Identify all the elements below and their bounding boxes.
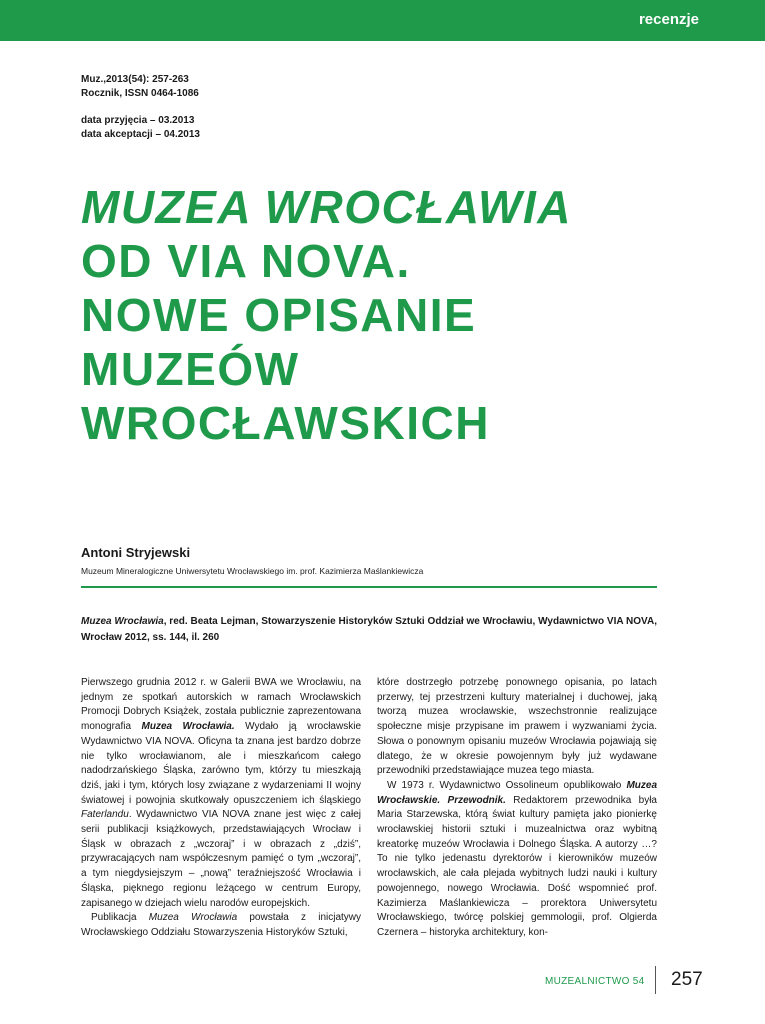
page-number: 257 — [671, 969, 703, 990]
author-name: Antoni Stryjewski — [81, 545, 191, 560]
book-reference — [81, 614, 657, 646]
author-affiliation: Muzeum Mineralogiczne Uniwersytetu Wrocławskiego im. prof. Kazimierza Maślankiewicza — [81, 566, 424, 576]
accepted-date: data akceptacji – 04.2013 — [81, 128, 200, 140]
article-meta — [81, 73, 200, 141]
footer-divider — [655, 966, 656, 994]
section-header-bar — [0, 0, 765, 41]
book-title-inline: Muzea Wrocławia. — [141, 721, 235, 733]
title-line: MUZEA WROCŁAWIA — [81, 181, 572, 233]
book-details: , red. Beata Lejman, Stowarzyszenie Historyków Sztuki Oddział we Wrocławiu, Wydawnictwo VIA NOVA, Wrocław 2012, ss. 144, il. 260 — [81, 616, 657, 643]
paragraph: W 1973 r. Wydawnictwo Ossolineum opublikowało Muzea Wrocławskie. Przewodnik. Redaktorem przewodnika była Maria Starzewska, którą świat kultury pamięta jako pionierkę wrocławskiej historii sztuki i muzealnictwa oraz wybitną kreatorkę muzeów Wrocławia i Dolnego Śląska. A autorzy …? To nie tylko jedenastu dyrektorów i kierowników muzeów wrocławskich, ale cała plejada wybitnych ludzi nauki i kultury powojennego, nowego Wrocławia. Dość wspomnieć prof. Kazimierza Maślankiewicza – prorektora Uniwersytetu Wrocławskiego, twórcę polskiej gemmologii, prof. Olgierda Czernera – historyka architektury, kon- — [377, 779, 657, 938]
citation: Muz.,2013(54): 257-263 — [81, 74, 189, 85]
issn: Rocznik, ISSN 0464-1086 — [81, 87, 199, 99]
book-title-inline: Muzea Wrocławskie. Przewodnik. — [377, 779, 657, 806]
title-line: OD VIA NOVA. — [81, 235, 411, 287]
received-date: data przyjęcia – 03.2013 — [81, 115, 195, 126]
body-column-2 — [377, 676, 657, 941]
title-line: MUZEÓW — [81, 343, 300, 395]
paragraph: które dostrzegło potrzebę ponownego opisania, po latach przerwy, tej przestrzeni kultury materialnej i duchowej, jaką tworzą muzea wrocławskie, wszechstronnie realizujące społeczne misje przypisane im prawem i wyzwaniami życia. Słowa o ponownym opisaniu muzeów Wrocławia pojawiają się dlatego, że w okresie powojennym były już wydawane przewodniki przedstawiające muzea tego miasta. — [377, 677, 657, 777]
section-label: recenzje — [638, 11, 699, 28]
book-title: Muzea Wrocławia — [81, 616, 164, 627]
title-line: NOWE OPISANIE — [81, 289, 477, 341]
paragraph: Pierwszego grudnia 2012 r. w Galerii BWA we Wrocławiu, na jednym ze spotkań autorskich w ramach Wrocławskich Promocji Dobrych Książek, została publicznie zaprezentowana monografia Muzea Wrocławia. Wydało ją wrocławskie Wydawnictwo VIA NOVA. Oficyna ta znana jest bardzo dobrze nie tylko wrocławianom, ale i mieszkańcom całego nadodrzańskiego Śląska, zarówno tym, którzy tu mieszkają dziś, jaki i tym, których losy związane z wydarzeniami II wojny światowej i powojnia skutkowały opuszczeniem ich śląskiego Faterlandu. Wydawnictwo VIA NOVA znane jest więc z całej serii publikacji książkowych, przedstawiających Wrocław i Śląsk w obrazach z „wczoraj” i w obrazach z „dziś”, przywracających nam współczesnym pamięć o tym „wczoraj”, a tym niegdysiejszym – „nową” teraźniejszość Wrocławia i Śląska, pięknego regionu leżącego w centrum Europy, zapisanego w dziejach wielu narodów europejskich. — [81, 677, 362, 909]
title-line: WROCŁAWSKICH — [81, 397, 490, 449]
article-title — [81, 180, 701, 450]
footer-journal-name: MUZEALNICTWO 54 — [545, 976, 645, 987]
body-column-1 — [81, 676, 361, 941]
paragraph: Publikacja Muzea Wrocławia powstała z inicjatywy Wrocławskiego Oddziału Stowarzyszenia Historyków Sztuki, — [81, 912, 362, 938]
divider — [81, 586, 657, 588]
faterland-term: Faterlandu — [81, 809, 129, 821]
book-title-inline: Muzea Wrocławia — [148, 912, 238, 924]
